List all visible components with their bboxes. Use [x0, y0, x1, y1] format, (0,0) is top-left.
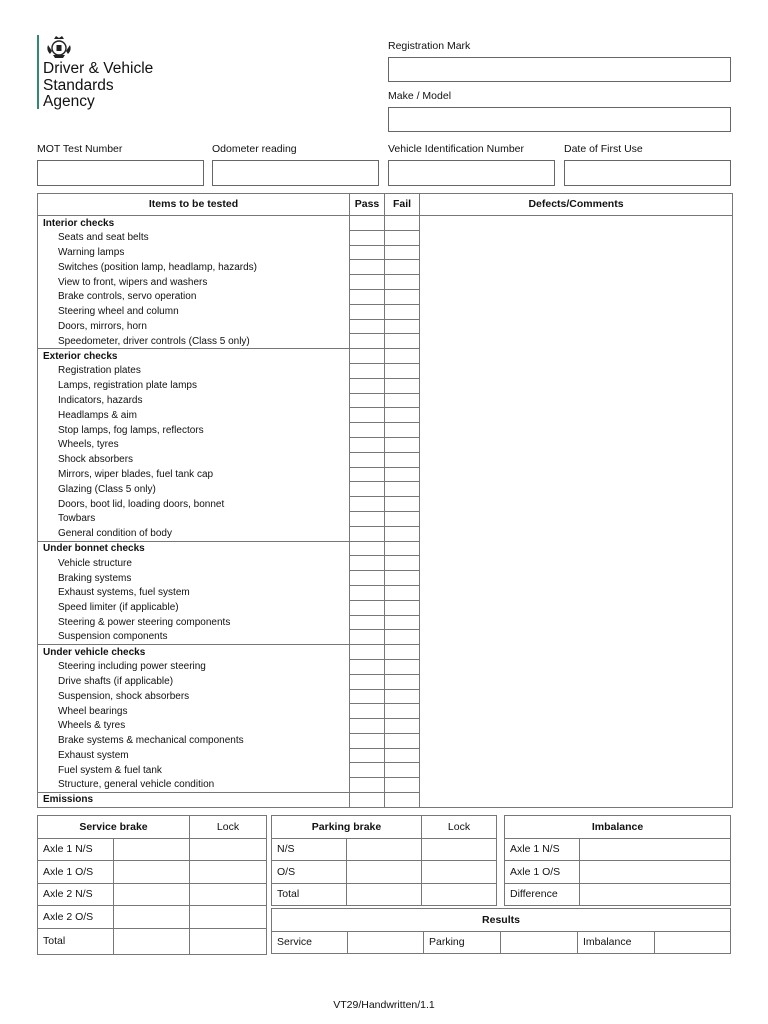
service-lock-cell[interactable] — [190, 861, 267, 884]
check-item-label: Headlamps & aim — [38, 408, 350, 423]
pass-checkbox[interactable] — [350, 393, 385, 408]
section-title: Under bonnet checks — [38, 541, 350, 556]
make-model-field[interactable] — [388, 107, 731, 132]
fail-checkbox[interactable] — [385, 645, 420, 660]
results-imbalance-cell[interactable] — [655, 931, 731, 954]
service-row-label: Axle 1 N/S — [38, 838, 114, 861]
pass-checkbox[interactable] — [350, 304, 385, 319]
service-brake-lock: Lock — [190, 816, 267, 839]
pass-checkbox[interactable] — [350, 556, 385, 571]
section-title: Emissions — [38, 793, 350, 808]
section-title: Exterior checks — [38, 349, 350, 364]
imbalance-header-row — [505, 816, 731, 839]
form-reference: VT29/Handwritten/1.1 — [333, 999, 435, 1011]
mot-test-number-field[interactable] — [37, 160, 204, 186]
dvsa-logo — [37, 33, 167, 113]
results-service-label: Service — [272, 931, 348, 954]
defects-comments-field[interactable] — [420, 216, 733, 808]
defects-header: Defects/Comments — [420, 194, 733, 216]
fail-checkbox[interactable] — [385, 763, 420, 778]
fail-checkbox[interactable] — [385, 541, 420, 556]
registration-mark-field[interactable] — [388, 57, 731, 82]
imbalance-row-label: Difference — [505, 883, 580, 906]
fail-checkbox[interactable] — [385, 704, 420, 719]
service-row-label: Axle 1 O/S — [38, 861, 114, 884]
checks-table — [37, 193, 733, 808]
pass-checkbox[interactable] — [350, 482, 385, 497]
items-header: Items to be tested — [38, 194, 350, 216]
check-item-label: Structure, general vehicle condition — [38, 778, 350, 793]
imbalance-title: Imbalance — [505, 816, 731, 839]
parking-brake-header-row — [272, 816, 497, 839]
check-item-label: Steering wheel and column — [38, 304, 350, 319]
fail-checkbox[interactable] — [385, 437, 420, 452]
pass-checkbox[interactable] — [350, 216, 385, 231]
fail-checkbox[interactable] — [385, 349, 420, 364]
fail-checkbox[interactable] — [385, 245, 420, 260]
section-title: Interior checks — [38, 216, 350, 231]
pass-checkbox[interactable] — [350, 541, 385, 556]
fail-checkbox[interactable] — [385, 230, 420, 245]
fail-checkbox[interactable] — [385, 600, 420, 615]
check-item-label: Mirrors, wiper blades, fuel tank cap — [38, 467, 350, 482]
service-lock-cell[interactable] — [190, 906, 267, 929]
pass-checkbox[interactable] — [350, 408, 385, 423]
royal-crest-icon — [45, 33, 73, 59]
fail-checkbox[interactable] — [385, 289, 420, 304]
fail-checkbox[interactable] — [385, 748, 420, 763]
fail-checkbox[interactable] — [385, 363, 420, 378]
check-item-label: Brake systems & mechanical components — [38, 733, 350, 748]
check-item-label: Stop lamps, fog lamps, reflectors — [38, 423, 350, 438]
check-item-label: Exhaust system — [38, 748, 350, 763]
logo-bar — [37, 35, 39, 109]
pass-checkbox[interactable] — [350, 778, 385, 793]
fail-checkbox[interactable] — [385, 778, 420, 793]
parking-cell[interactable] — [347, 883, 422, 906]
fail-checkbox[interactable] — [385, 378, 420, 393]
check-item-label: Steering & power steering components — [38, 615, 350, 630]
agency-name — [43, 61, 153, 111]
imbalance-table — [504, 815, 731, 906]
table-row — [272, 883, 497, 906]
service-row-label: Total — [38, 928, 114, 954]
results-parking-cell[interactable] — [501, 931, 578, 954]
check-item-label: Wheel bearings — [38, 704, 350, 719]
check-item-label: Doors, mirrors, horn — [38, 319, 350, 334]
check-item-label: Fuel system & fuel tank — [38, 763, 350, 778]
pass-checkbox[interactable] — [350, 719, 385, 734]
pass-checkbox[interactable] — [350, 704, 385, 719]
table-row — [38, 883, 267, 906]
pass-checkbox[interactable] — [350, 511, 385, 526]
fail-checkbox[interactable] — [385, 585, 420, 600]
fail-checkbox[interactable] — [385, 556, 420, 571]
section-title: Under vehicle checks — [38, 645, 350, 660]
table-row — [38, 861, 267, 884]
pass-checkbox[interactable] — [350, 245, 385, 260]
agency-line-2: Standards — [43, 76, 114, 94]
check-item-label: General condition of body — [38, 526, 350, 541]
parking-brake-title: Parking brake — [272, 816, 422, 839]
fail-checkbox[interactable] — [385, 260, 420, 275]
service-cell[interactable] — [114, 928, 190, 954]
fail-checkbox[interactable] — [385, 659, 420, 674]
results-title: Results — [272, 909, 731, 932]
pass-checkbox[interactable] — [350, 645, 385, 660]
results-header-row — [272, 909, 731, 932]
imbalance-cell[interactable] — [580, 838, 731, 861]
check-item-label: Glazing (Class 5 only) — [38, 482, 350, 497]
odometer-field[interactable] — [212, 160, 379, 186]
fail-checkbox[interactable] — [385, 526, 420, 541]
fail-checkbox[interactable] — [385, 571, 420, 586]
first-use-field[interactable] — [564, 160, 731, 186]
check-item-label: Shock absorbers — [38, 452, 350, 467]
checks-header-row — [38, 194, 733, 216]
fail-checkbox[interactable] — [385, 674, 420, 689]
fail-checkbox[interactable] — [385, 511, 420, 526]
pass-checkbox[interactable] — [350, 763, 385, 778]
pass-checkbox[interactable] — [350, 630, 385, 645]
fail-checkbox[interactable] — [385, 719, 420, 734]
check-item-label: Wheels, tyres — [38, 437, 350, 452]
service-lock-cell[interactable] — [190, 883, 267, 906]
fail-checkbox[interactable] — [385, 630, 420, 645]
imbalance-cell[interactable] — [580, 883, 731, 906]
pass-header: Pass — [350, 194, 385, 216]
fail-checkbox[interactable] — [385, 615, 420, 630]
imbalance-row-label: Axle 1 N/S — [505, 838, 580, 861]
service-lock-cell[interactable] — [190, 928, 267, 954]
check-item-label: Speed limiter (if applicable) — [38, 600, 350, 615]
table-row — [505, 861, 731, 884]
pass-checkbox[interactable] — [350, 659, 385, 674]
check-item-label: Suspension, shock absorbers — [38, 689, 350, 704]
fail-checkbox[interactable] — [385, 216, 420, 231]
pass-checkbox[interactable] — [350, 467, 385, 482]
parking-brake-table — [271, 815, 497, 906]
checks-body — [38, 216, 733, 808]
pass-checkbox[interactable] — [350, 793, 385, 808]
check-item-label: Seats and seat belts — [38, 230, 350, 245]
fail-checkbox[interactable] — [385, 275, 420, 290]
fail-checkbox[interactable] — [385, 467, 420, 482]
service-brake-table — [37, 815, 267, 955]
check-item-label: Switches (position lamp, headlamp, hazards) — [38, 260, 350, 275]
fail-checkbox[interactable] — [385, 393, 420, 408]
fail-checkbox[interactable] — [385, 497, 420, 512]
table-row — [38, 906, 267, 929]
pass-checkbox[interactable] — [350, 378, 385, 393]
fail-checkbox[interactable] — [385, 319, 420, 334]
mot-test-number-label: MOT Test Number — [37, 143, 123, 155]
registration-mark-label: Registration Mark — [388, 40, 471, 52]
results-table — [271, 908, 731, 954]
table-row — [272, 861, 497, 884]
fail-checkbox[interactable] — [385, 793, 420, 808]
vin-label: Vehicle Identification Number — [388, 143, 524, 155]
parking-row-label: Total — [272, 883, 347, 906]
pass-checkbox[interactable] — [350, 230, 385, 245]
check-item-label: Drive shafts (if applicable) — [38, 674, 350, 689]
agency-line-3: Agency — [43, 93, 95, 110]
pass-checkbox[interactable] — [350, 452, 385, 467]
check-item-label: Lamps, registration plate lamps — [38, 378, 350, 393]
service-cell[interactable] — [114, 883, 190, 906]
odometer-label: Odometer reading — [212, 143, 297, 155]
table-row — [505, 883, 731, 906]
check-item-label: View to front, wipers and washers — [38, 275, 350, 290]
fail-checkbox[interactable] — [385, 304, 420, 319]
pass-checkbox[interactable] — [350, 674, 385, 689]
first-use-label: Date of First Use — [564, 143, 643, 155]
pass-checkbox[interactable] — [350, 733, 385, 748]
check-item-label: Steering including power steering — [38, 659, 350, 674]
parking-brake-lock: Lock — [422, 816, 497, 839]
pass-checkbox[interactable] — [350, 423, 385, 438]
check-item-label: Registration plates — [38, 363, 350, 378]
parking-lock-cell[interactable] — [422, 838, 497, 861]
results-imbalance-label: Imbalance — [578, 931, 655, 954]
check-item-label: Brake controls, servo operation — [38, 289, 350, 304]
fail-checkbox[interactable] — [385, 423, 420, 438]
service-brake-title: Service brake — [38, 816, 190, 839]
pass-checkbox[interactable] — [350, 600, 385, 615]
service-cell[interactable] — [114, 906, 190, 929]
pass-checkbox[interactable] — [350, 363, 385, 378]
check-item-label: Suspension components — [38, 630, 350, 645]
check-item-label: Towbars — [38, 511, 350, 526]
vin-field[interactable] — [388, 160, 555, 186]
check-item-label: Exhaust systems, fuel system — [38, 585, 350, 600]
service-brake-header-row — [38, 816, 267, 839]
service-cell[interactable] — [114, 838, 190, 861]
pass-checkbox[interactable] — [350, 334, 385, 349]
pass-checkbox[interactable] — [350, 748, 385, 763]
service-lock-cell[interactable] — [190, 838, 267, 861]
imbalance-cell[interactable] — [580, 861, 731, 884]
pass-checkbox[interactable] — [350, 526, 385, 541]
fail-checkbox[interactable] — [385, 334, 420, 349]
check-item-label: Warning lamps — [38, 245, 350, 260]
pass-checkbox[interactable] — [350, 437, 385, 452]
table-row — [38, 838, 267, 861]
fail-checkbox[interactable] — [385, 408, 420, 423]
check-item-label: Braking systems — [38, 571, 350, 586]
pass-checkbox[interactable] — [350, 319, 385, 334]
pass-checkbox[interactable] — [350, 275, 385, 290]
check-item-label: Wheels & tyres — [38, 719, 350, 734]
parking-row-label: N/S — [272, 838, 347, 861]
pass-checkbox[interactable] — [350, 571, 385, 586]
fail-header: Fail — [385, 194, 420, 216]
agency-line-1: Driver & Vehicle — [43, 60, 154, 77]
section-row — [38, 216, 733, 231]
pass-checkbox[interactable] — [350, 497, 385, 512]
pass-checkbox[interactable] — [350, 260, 385, 275]
table-row — [272, 838, 497, 861]
check-item-label: Vehicle structure — [38, 556, 350, 571]
pass-checkbox[interactable] — [350, 689, 385, 704]
results-service-cell[interactable] — [348, 931, 424, 954]
imbalance-row-label: Axle 1 O/S — [505, 861, 580, 884]
parking-row-label: O/S — [272, 861, 347, 884]
parking-cell[interactable] — [347, 861, 422, 884]
fail-checkbox[interactable] — [385, 733, 420, 748]
service-row-label: Axle 2 N/S — [38, 883, 114, 906]
fail-checkbox[interactable] — [385, 452, 420, 467]
parking-lock-cell[interactable] — [422, 883, 497, 906]
pass-checkbox[interactable] — [350, 289, 385, 304]
check-item-label: Speedometer, driver controls (Class 5 only) — [38, 334, 350, 349]
service-cell[interactable] — [114, 861, 190, 884]
fail-checkbox[interactable] — [385, 482, 420, 497]
fail-checkbox[interactable] — [385, 689, 420, 704]
pass-checkbox[interactable] — [350, 615, 385, 630]
check-item-label: Doors, boot lid, loading doors, bonnet — [38, 497, 350, 512]
parking-lock-cell[interactable] — [422, 861, 497, 884]
service-row-label: Axle 2 O/S — [38, 906, 114, 929]
table-row — [505, 838, 731, 861]
results-parking-label: Parking — [424, 931, 501, 954]
pass-checkbox[interactable] — [350, 585, 385, 600]
check-item-label: Indicators, hazards — [38, 393, 350, 408]
parking-cell[interactable] — [347, 838, 422, 861]
table-row — [38, 928, 267, 954]
table-row — [272, 931, 731, 954]
make-model-label: Make / Model — [388, 90, 452, 102]
pass-checkbox[interactable] — [350, 349, 385, 364]
